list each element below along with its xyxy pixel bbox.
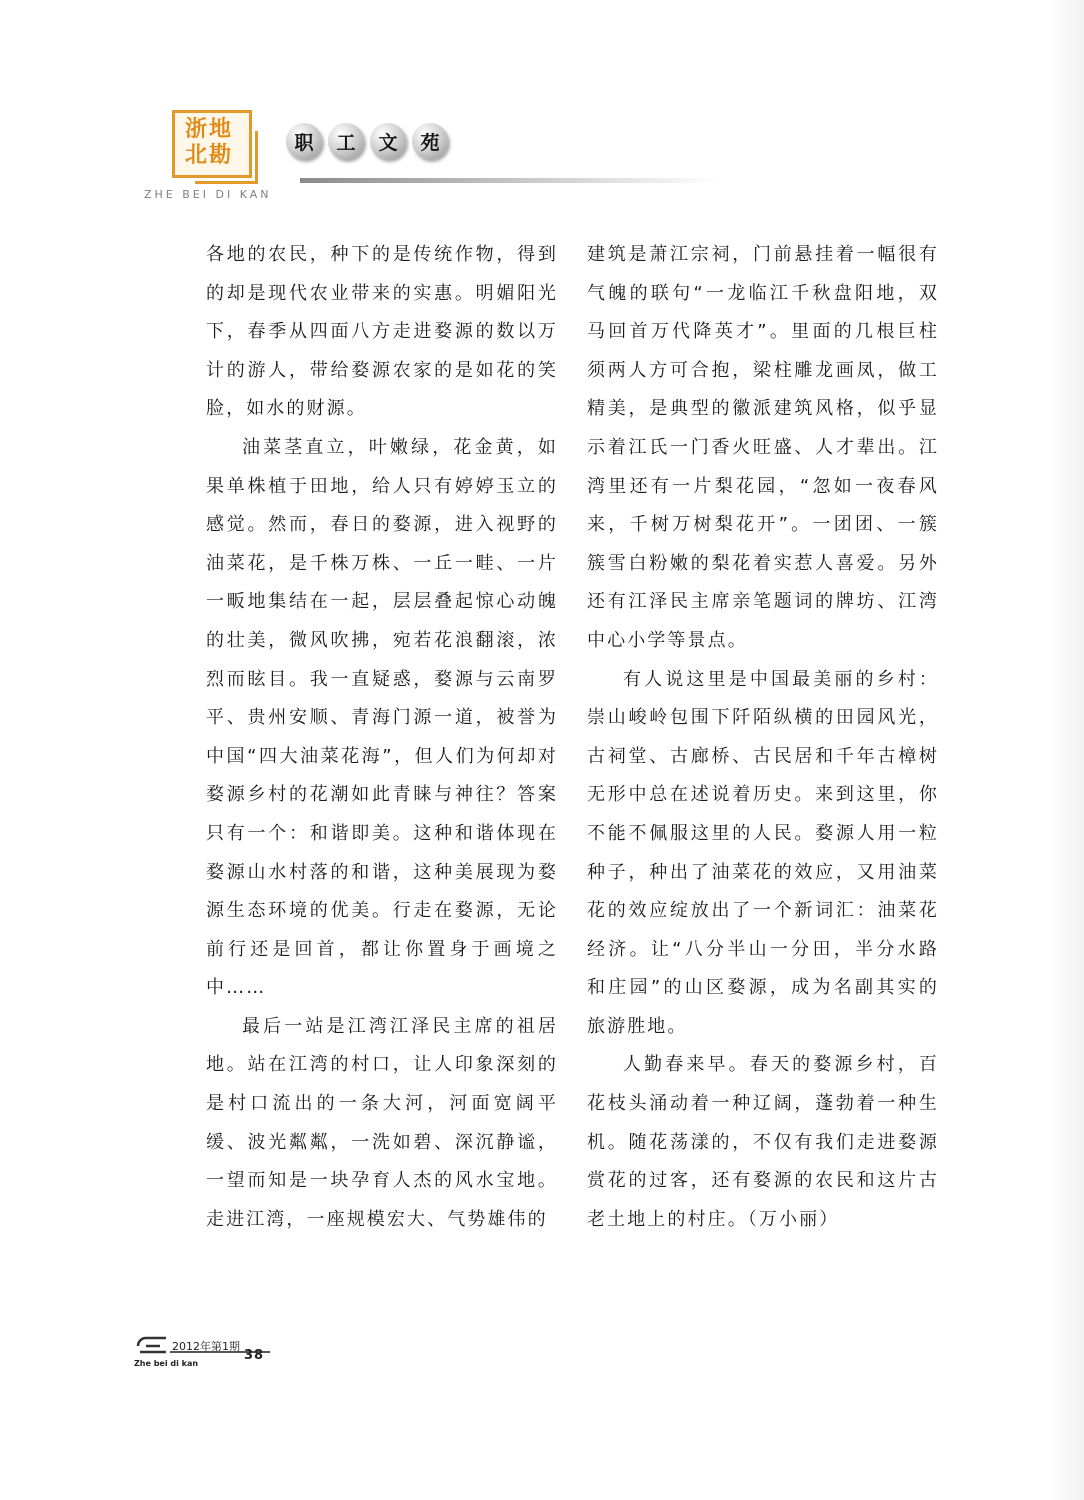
section-title-char: 文 [370,123,406,159]
page-number: 38 [244,1348,265,1363]
section-title [286,123,448,159]
magazine-logo [172,110,252,178]
section-title-char: 工 [328,123,364,159]
footer-logo-icon [134,1336,170,1356]
article-paragraph: 各地的农民，种下的是传统作物，得到的却是现代农业带来的实惠。明媚阳光下，春季从四面八方走进婺源的数以万计的游人，带给婺源农家的是如花的笑脸，如水的财源。 [206,244,558,420]
footer-subtitle: Zhe bei di kan [134,1359,199,1368]
logo-text-line1: 浙地 [185,117,234,142]
page-edge-shadow [1050,0,1084,1500]
article-column-right [587,236,939,1239]
article-paragraph: 人勤春来早。春天的婺源乡村，百花枝头涌动着一种辽阔，蓬勃着一种生机。随花荡漾的，不仅有我们走进婺源赏花的过客，还有婺源的农民和这片古老土地上的村庄。（万小丽） [587,1054,939,1230]
article-paragraph: 油菜茎直立，叶嫩绿，花金黄，如果单株植于田地，给人只有婷婷玉立的感觉。然而，春日的婺源，进入视野的油菜花，是千株万株、一丘一畦、一片一畈地集结在一起，层层叠起惊心动魄的壮美，微风吹拂，宛若花浪翻滚，浓烈而眩目。我一直疑惑，婺源与云南罗平、贵州安顺、青海门源一道，被誉为中国“四大油菜花海”，但人们为何却对婺源乡村的花潮如此青睐与神往？答案只有一个：和谐即美。这种和谐体现在婺源山水村落的和谐，这种美展现为婺源生态环境的优美。行走在婺源，无论前行还是回首，都让你置身于画境之中…… [206,436,558,999]
article-paragraph: 最后一站是江湾江泽民主席的祖居地。站在江湾的村口，让人印象深刻的是村口流出的一条大河，河面宽阔平缓、波光粼粼，一洗如碧、深沉静谧，一望而知是一块孕育人杰的风水宝地。走进江湾，一座规模宏大、气势雄伟的 [206,1015,558,1230]
section-title-char: 苑 [412,123,448,159]
logo-subtitle: ZHE BEI DI KAN [144,188,272,201]
article-paragraph: 有人说这里是中国最美丽的乡村：崇山峻岭包围下阡陌纵横的田园风光，古祠堂、古廊桥、古民居和千年古樟树无形中总在述说着历史。来到这里，你不能不佩服这里的人民。婺源人用一粒种子，种出了油菜花的效应，又用油菜花的效应绽放出了一个新词汇：油菜花经济。让“八分半山一分田，半分水路和庄园”的山区婺源，成为名副其实的旅游胜地。 [587,668,939,1037]
footer-issue: 2012年第1期 [172,1340,240,1353]
section-title-char: 职 [286,123,322,159]
header-divider [300,178,720,183]
article-paragraph: 建筑是萧江宗祠，门前悬挂着一幅很有气魄的联句“一龙临江千秋盘阳地，双马回首万代降英才”。里面的几根巨柱须两人方可合抱，梁柱雕龙画凤，做工精美，是典型的徽派建筑风格，似乎显示着江氏一门香火旺盛、人才辈出。江湾里还有一片梨花园，“忽如一夜春风来，千树万树梨花开”。一团团、一簇簇雪白粉嫩的梨花着实惹人喜爱。另外还有江泽民主席亲笔题词的牌坊、江湾中心小学等景点。 [587,244,939,651]
article-column-left [206,236,558,1239]
logo-text-line2: 北勘 [185,143,234,168]
